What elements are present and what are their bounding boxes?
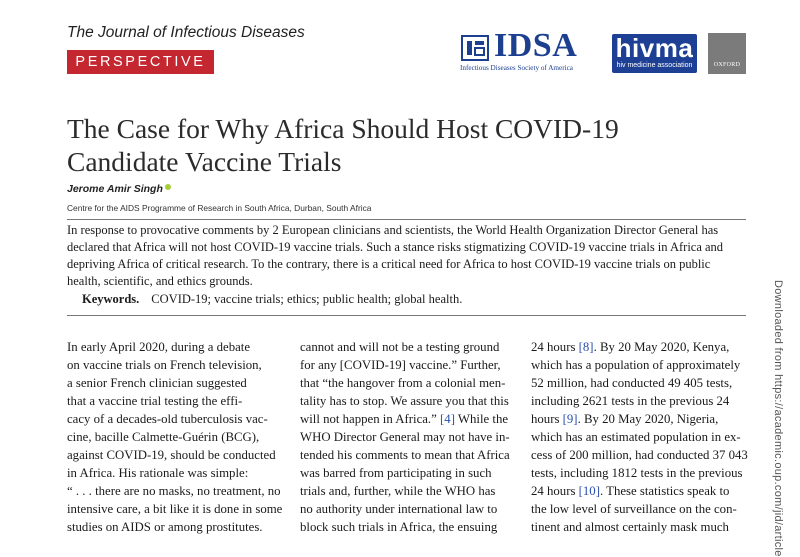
body-text: intensive care, a bit like it is done in some xyxy=(67,502,283,516)
oxford-logo[interactable] xyxy=(708,33,746,74)
abstract-line: health, scientific, and ethics grounds. xyxy=(67,274,253,288)
title-line: Candidate Vaccine Trials xyxy=(67,146,342,177)
body-text: which has an estimated population in ex- xyxy=(531,430,741,444)
body-text-line xyxy=(300,410,514,428)
body-text-line xyxy=(67,428,281,446)
body-text-line xyxy=(67,374,281,392)
body-text: In early April 2020, during a debate xyxy=(67,340,251,354)
body-text-line xyxy=(531,518,745,536)
idsa-emblem-icon xyxy=(460,33,490,63)
body-text: “ . . . there are no masks, no treatment, no xyxy=(67,484,281,498)
body-text-line xyxy=(67,500,281,518)
body-text-line xyxy=(300,392,514,410)
body-text-line xyxy=(531,374,745,392)
body-text-line xyxy=(531,356,745,374)
oxford-wordmark: OXFORD xyxy=(713,62,741,68)
keywords-list: COVID-19; vaccine trials; ethics; public health; global health. xyxy=(151,292,463,306)
body-text-line xyxy=(531,428,745,446)
body-text: While the xyxy=(454,412,509,426)
body-text-line xyxy=(531,338,745,356)
author-name[interactable]: Jerome Amir Singh xyxy=(67,183,163,195)
body-text-line xyxy=(531,392,745,410)
reference-link[interactable]: [4] xyxy=(440,412,455,426)
body-text-line xyxy=(67,464,281,482)
body-text-line xyxy=(300,374,514,392)
body-text: cess of 200 million, had conducted 37 043 xyxy=(531,448,748,462)
body-text-line xyxy=(67,338,281,356)
idsa-tagline: Infectious Diseases Society of America xyxy=(460,64,573,72)
body-text: on vaccine trials on French television, xyxy=(67,358,262,372)
reference-link[interactable]: [8] xyxy=(578,340,594,354)
body-text-line xyxy=(67,410,281,428)
body-text-line xyxy=(531,500,745,518)
body-text: no authority under international law to xyxy=(300,502,498,516)
body-text-line xyxy=(300,338,514,356)
body-text-line xyxy=(531,446,748,464)
idsa-wordmark: IDSA xyxy=(494,27,578,64)
abstract xyxy=(67,222,746,290)
body-text: that a vaccine trial testing the effi- xyxy=(67,394,243,408)
body-text: WHO Director General may not have in- xyxy=(300,430,510,444)
body-text-line xyxy=(300,500,514,518)
body-text-line xyxy=(531,410,745,428)
body-text-line xyxy=(300,518,514,536)
body-text-line xyxy=(67,356,281,374)
journal-name: The Journal of Infectious Diseases xyxy=(67,24,305,41)
body-text-line xyxy=(67,446,281,464)
body-text: tality has to stop. We assure you that this xyxy=(300,394,509,408)
body-text: 52 million, had conducted 49 405 tests, xyxy=(531,376,733,390)
title-line: The Case for Why Africa Should Host COVID-19 xyxy=(67,113,619,144)
body-text-line xyxy=(67,392,281,410)
reference-link[interactable]: [10] xyxy=(578,484,600,498)
abstract-line: In response to provocative comments by 2 European clinicians and scientists, the World Health Organization Director General has xyxy=(67,223,719,237)
body-text: . By 20 May 2020, Kenya, xyxy=(593,340,730,354)
abstract-line: depriving Africa of critical research. To the contrary, there is a critical need for Africa to host COVID-19 vaccine trials on public xyxy=(67,257,711,271)
body-text: . By 20 May 2020, Nigeria, xyxy=(577,412,719,426)
body-text: hours xyxy=(531,412,563,426)
keywords xyxy=(82,292,462,307)
body-text: block such trials in Africa, the ensuing xyxy=(300,520,498,534)
body-column-1 xyxy=(67,338,281,536)
body-text: trials and, further, while the WHO has xyxy=(300,484,496,498)
hivma-wordmark: hivma xyxy=(615,33,694,63)
body-text: will not happen in Africa.” xyxy=(300,412,441,426)
body-text: cacy of a decades-old tuberculosis vac- xyxy=(67,412,268,426)
keywords-label: Keywords. xyxy=(82,292,140,306)
reference-link[interactable]: [9] xyxy=(562,412,578,426)
body-text: . These statistics speak to xyxy=(599,484,730,498)
body-text-line xyxy=(67,518,281,536)
body-text-line xyxy=(300,464,514,482)
body-text-line xyxy=(300,482,514,500)
body-text: the low level of surveillance on the con- xyxy=(531,502,737,516)
body-text: including 2621 tests in the previous 24 xyxy=(531,394,730,408)
body-text: was barred from participating in such xyxy=(300,466,492,480)
download-notice[interactable]: Downloaded from https://academic.oup.com/jid/article xyxy=(772,280,784,557)
article-title xyxy=(67,112,707,178)
affiliation: Centre for the AIDS Programme of Research in South Africa, Durban, South Africa xyxy=(67,203,372,213)
abstract-line: declared that Africa will not host COVID-19 vaccine trials. Such a stance risks stigmatizing COVID-19 vaccine trials in Africa and xyxy=(67,240,724,254)
author-line xyxy=(67,183,171,195)
body-text: tended his comments to mean that Africa xyxy=(300,448,510,462)
body-text: tinent and almost certainly mask much xyxy=(531,520,729,534)
body-text: a senior French clinician suggested xyxy=(67,376,247,390)
body-text: 24 hours xyxy=(531,484,579,498)
body-text-line xyxy=(531,482,745,500)
body-text-line xyxy=(300,356,514,374)
body-text: studies on AIDS or among prostitutes. xyxy=(67,520,263,534)
body-text: cine, bacille Calmette-Guérin (BCG), xyxy=(67,430,260,444)
hivma-logo[interactable] xyxy=(612,34,697,73)
body-text-line xyxy=(300,428,514,446)
body-column-2 xyxy=(300,338,514,536)
orcid-icon[interactable] xyxy=(165,184,171,190)
body-text: against COVID-19, should be conducted xyxy=(67,448,276,462)
body-text: cannot and will not be a testing ground xyxy=(300,340,500,354)
body-text: in Africa. His rationale was simple: xyxy=(67,466,249,480)
section-label: PERSPECTIVE xyxy=(67,50,214,74)
hivma-tagline: hiv medicine association xyxy=(616,62,693,69)
body-text: tests, including 1812 tests in the previous xyxy=(531,466,743,480)
idsa-logo[interactable] xyxy=(460,27,606,75)
body-text: for any [COVID-19] vaccine.” Further, xyxy=(300,358,501,372)
body-text: which has a population of approximately xyxy=(531,358,741,372)
body-text: that “the hangover from a colonial men- xyxy=(300,376,506,390)
body-text: 24 hours xyxy=(531,340,579,354)
body-text-line xyxy=(300,446,514,464)
body-text-line xyxy=(531,464,745,482)
body-text-line xyxy=(67,482,281,500)
body-column-3 xyxy=(531,338,748,536)
